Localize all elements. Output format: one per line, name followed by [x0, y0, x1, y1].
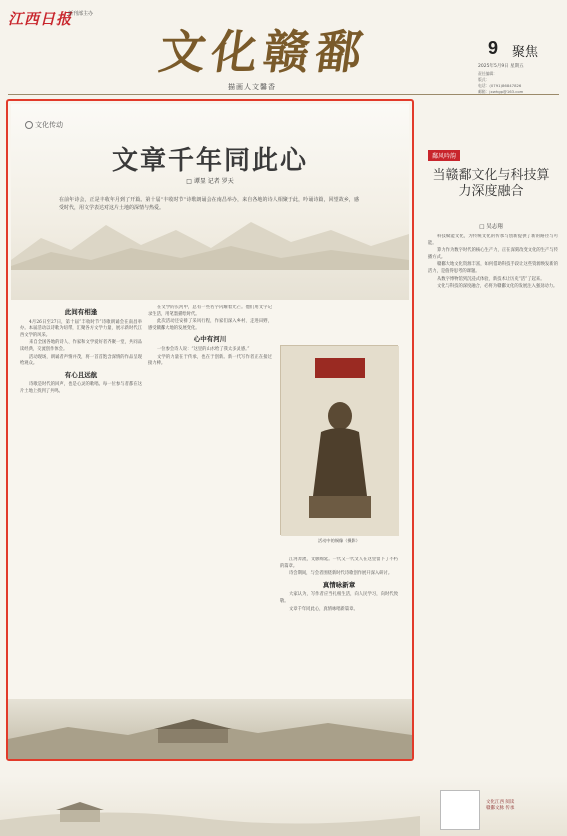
- paragraph: 活动现场，朗诵者声情并茂，将一首首饱含深情的作品呈现给观众。: [20, 354, 142, 367]
- subhead: 有心且远航: [64, 370, 98, 379]
- paragraph: 来自全国各地的诗人、作家和文学爱好者齐聚一堂，共同品读经典，交流创作体会。: [20, 340, 142, 352]
- article-lede: 在前年诗会，正是丰收年月到了开篇。第十届“丰收时节”诗歌朗诵会在南昌举办，来自各地的诗人相聚于此，吟诵诗篇，回望故乡，感受时代，用文学表达对这片土地的深情与热爱。: [59, 197, 359, 211]
- photo-caption: 活动中的铜像（摄影）: [318, 538, 360, 543]
- info-line: 责任编辑：: [478, 71, 497, 76]
- village-illustration: [0, 776, 420, 836]
- promo-line: 文化江西 阅读: [486, 800, 515, 805]
- article-column-1: [20, 305, 142, 695]
- divider: [8, 94, 559, 95]
- column-name: 文化传动: [35, 121, 63, 129]
- paragraph: 科技赋能文化，为传统文化的传承与创新提供了新的路径与可能。: [428, 234, 558, 246]
- statue-image: [281, 346, 399, 536]
- bottom-promo: [0, 776, 567, 836]
- subhead: 真情咏新章: [322, 580, 356, 589]
- info-line: 电话：(0791)86847826: [478, 83, 522, 88]
- page-number: 9: [488, 38, 499, 58]
- subhead: 此间有相逢: [64, 308, 98, 316]
- landscape-illustration: [8, 699, 412, 759]
- promo-line: 赣鄱文脉 传承: [486, 806, 515, 811]
- page-info: [478, 71, 523, 95]
- statue-photo[interactable]: [280, 345, 398, 535]
- paragraph: 文化与科技的深度融合，必将为赣鄱文化的发展注入强劲动力。: [437, 284, 558, 290]
- article-hero: [11, 104, 409, 300]
- article-headline: 文章千年同此心: [111, 146, 308, 176]
- landscape-band: [8, 699, 412, 759]
- paragraph: 大家认为，写作者应当扎根生活，向人民学习，向时代致敬。: [280, 592, 398, 604]
- paragraph: 文学的力量在于传承，也在于创新。新一代写作者正在接过接力棒。: [148, 354, 272, 367]
- section-tagline: 描画人文馨香: [228, 83, 276, 91]
- main-article-frame[interactable]: [6, 99, 414, 761]
- newspaper-logo: 江西日报: [8, 10, 73, 28]
- paragraph: 文章千年同此心，真情咏唱新篇章。: [289, 606, 358, 612]
- masthead: [0, 0, 567, 96]
- paragraph: 诗歌是时代的回声，也是心灵的歌唱。每一位参与者都在这片土地上找到了共鸣。: [20, 382, 142, 394]
- paragraph: 算力作为数字时代的核心生产力，正在深刻改变文化的生产与传播方式。: [428, 248, 558, 260]
- paragraph: 赣鄱大地文化资源丰富，如何借助科技手段让这些资源焕发新的活力，是值得思考的课题。: [428, 262, 558, 274]
- newspaper-sub: 新刊部主办: [68, 11, 94, 17]
- qr-code[interactable]: [440, 790, 480, 830]
- section-title: 文化赣鄱: [155, 25, 372, 79]
- sidebar-author: □ 吴志翔: [479, 224, 503, 230]
- paragraph: 江河奔流，文脉绵延。一代又一代文人在这里留下了不朽的篇章。: [280, 557, 398, 569]
- sidebar-tag: 鄱风吟韵: [428, 150, 460, 161]
- page-section: 聚焦: [512, 45, 539, 60]
- info-line: 邮箱：jxwhgp@163.com: [478, 89, 524, 94]
- paragraph: 4月26日至27日，第十届“丰收时节”诗歌朗诵会在南昌举办。本届活动以诗歌为纽带，汇聚各方文学力量，展示新时代江西文学的风采。: [20, 319, 142, 338]
- sidebar-title[interactable]: 当赣鄱文化与科技算力深度融合: [432, 168, 550, 199]
- paragraph: 一位参会诗人说：“这里的山水给了我太多灵感。”: [157, 346, 250, 352]
- promo-text: [486, 800, 514, 812]
- article-column-2: [148, 305, 272, 695]
- article-column-3: [280, 557, 398, 695]
- page-date: 2025年5月9日 星期五: [478, 64, 524, 69]
- sidebar-column: [428, 234, 558, 722]
- paragraph: 此次活动还安排了采风行程，作家们深入乡村、走进田野，感受赣鄱大地的发展变化。: [148, 319, 272, 331]
- paragraph: 诗会期间，与会者围绕新时代诗歌创作展开深入研讨。: [289, 571, 393, 577]
- column-logo-icon: [25, 121, 33, 129]
- subhead: 心中有河川: [193, 335, 227, 344]
- info-line: 版式：: [478, 77, 490, 82]
- paragraph: 在文学的长河中，总有一些名字闪耀着光芒。他们用文字记录生活，用笔墨描绘时代。: [148, 305, 272, 317]
- article-byline: □ 谭显 记者 罗天: [186, 178, 234, 185]
- paragraph: 从数字博物馆到沉浸式体验，新技术让历史“活”了起来。: [437, 276, 545, 282]
- column-logo: [25, 120, 63, 130]
